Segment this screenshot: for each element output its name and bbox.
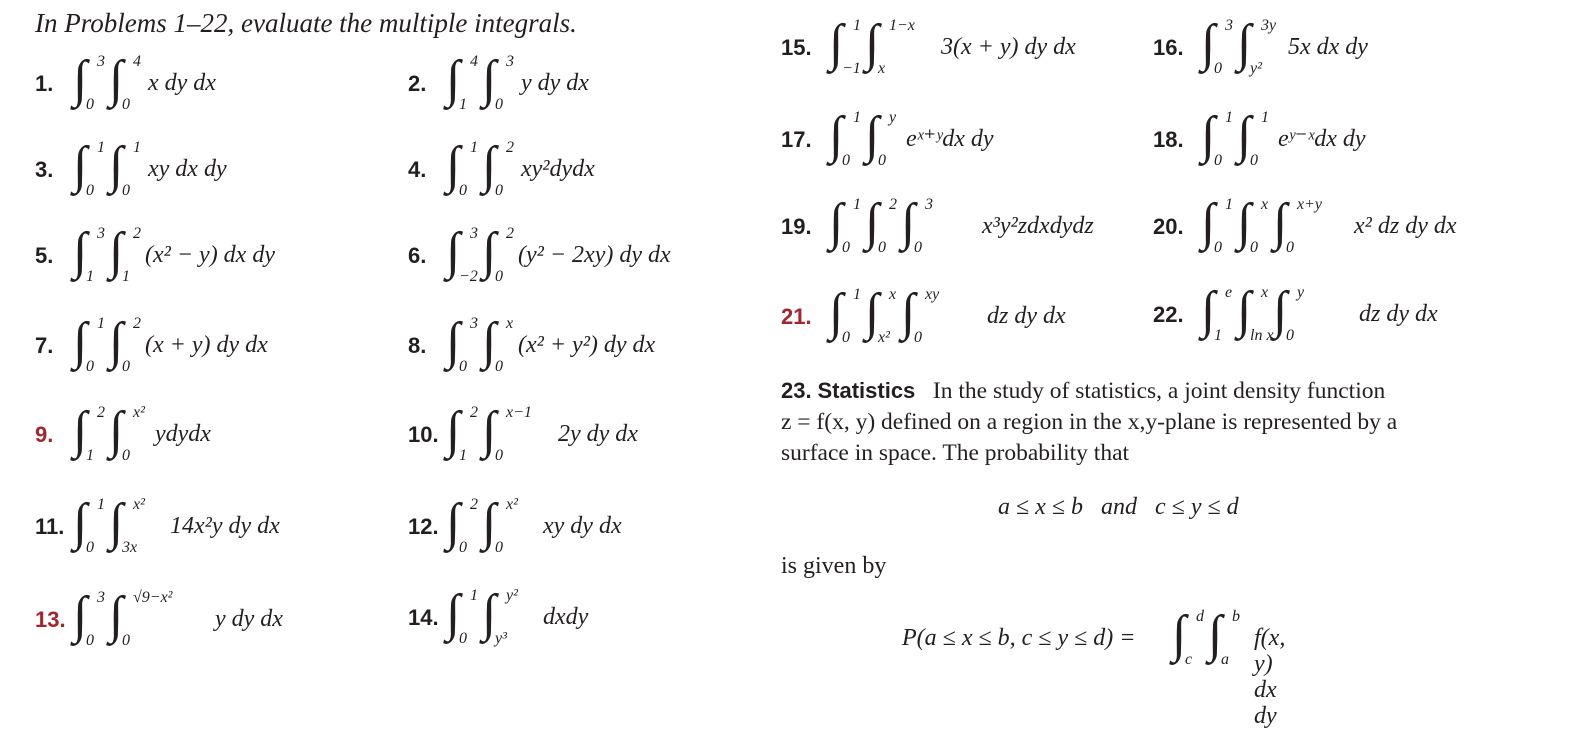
integral-sign-icon: ∫ (1201, 282, 1216, 339)
lower-limit: 1 (86, 447, 94, 464)
integral-sign-icon: ∫ (73, 402, 88, 459)
integral-sign (480, 494, 520, 557)
integral-sign (71, 587, 111, 650)
integral-sign-icon: ∫ (482, 137, 497, 194)
integral-sign (71, 313, 111, 376)
problem-number: 15. (781, 35, 812, 60)
upper-limit: 1 (133, 139, 141, 156)
integral-sign (899, 284, 940, 347)
integral-sign (1271, 194, 1322, 257)
integral-sign-icon: ∫ (73, 51, 88, 108)
integrand: y dy dx (215, 606, 283, 632)
integral-sign (827, 194, 867, 257)
lower-limit: 0 (495, 539, 503, 556)
upper-limit: 1 (1261, 109, 1269, 126)
integral-sign-icon: ∫ (829, 15, 844, 72)
upper-limit: x (1261, 196, 1269, 213)
integral-sign-icon: ∫ (865, 194, 880, 251)
integral-sign-icon: ∫ (73, 313, 88, 370)
integral-sign (863, 107, 903, 170)
upper-limit: 2 (889, 196, 897, 213)
integral-sign (863, 15, 915, 78)
problem-23-line-3: surface in space. The probability that (781, 440, 1130, 466)
integral-sign (1199, 107, 1239, 170)
upper-limit: 3 (925, 196, 933, 213)
integral-sign (107, 223, 147, 286)
upper-limit: y (889, 109, 897, 126)
problem-number: 7. (35, 333, 54, 358)
upper-limit: 3 (470, 225, 478, 242)
upper-limit: xy (925, 286, 940, 303)
upper-limit: 1 (853, 196, 861, 213)
upper-limit: 1 (97, 496, 105, 513)
integral-sign (827, 107, 867, 170)
problem-number: 9. (35, 422, 54, 447)
upper-limit: 2 (133, 225, 141, 242)
formula-lhs: P(a ≤ x ≤ b, c ≤ y ≤ d) = (902, 625, 1136, 651)
upper-limit: x² (506, 496, 518, 513)
lower-limit: 0 (1214, 239, 1222, 256)
upper-limit: 3 (506, 53, 514, 70)
integral-sign (1199, 282, 1239, 345)
integral-sign (1199, 194, 1239, 257)
integrand: 2y dy dx (558, 421, 638, 447)
lower-limit: 0 (459, 630, 467, 647)
upper-limit: y² (506, 587, 518, 604)
upper-limit: x+y (1297, 196, 1322, 213)
integral-sign-icon: ∫ (73, 494, 88, 551)
integral-sign (444, 51, 484, 114)
upper-limit: 1 (97, 315, 105, 332)
integral-sign-icon: ∫ (109, 587, 124, 644)
integral-sign-icon: ∫ (482, 585, 497, 642)
upper-limit: 1 (1225, 196, 1233, 213)
upper-limit: 2 (470, 496, 478, 513)
probability-formula (902, 603, 1422, 729)
integral-sign-icon: ∫ (901, 284, 916, 341)
lower-limit: 1 (86, 268, 94, 285)
lower-limit: 0 (495, 447, 503, 464)
problem-number: 21. (781, 304, 812, 329)
problem-number: 16. (1153, 35, 1184, 60)
formula-upper-limit-b: b (1232, 608, 1240, 625)
integral-sign-icon: ∫ (482, 223, 497, 280)
integral-sign (71, 137, 111, 200)
lower-limit: 0 (878, 152, 886, 169)
integral-sign-icon: ∫ (1237, 282, 1252, 339)
integral-sign (107, 51, 147, 114)
lower-limit: 0 (459, 182, 467, 199)
lower-limit: 1 (1214, 327, 1222, 344)
integrand: eˣ⁺ʸdx dy (906, 126, 994, 152)
integral-sign (444, 402, 484, 465)
upper-limit: 3 (97, 589, 105, 606)
problem-number: 5. (35, 243, 54, 268)
integrand: eʸ⁻ˣdx dy (1278, 126, 1366, 152)
integral-sign (899, 194, 939, 257)
upper-limit: 1 (853, 17, 861, 34)
problem-23-number: 23. (781, 378, 812, 403)
lower-limit: 0 (459, 539, 467, 556)
lower-limit: x² (878, 329, 890, 346)
lower-limit: 0 (122, 96, 130, 113)
integral-sign-icon: ∫ (446, 51, 461, 108)
formula-lower-limit-a: a (1221, 651, 1229, 668)
integral-sign-icon: ∫ (865, 107, 880, 164)
integral-sign-icon: ∫ (446, 137, 461, 194)
integral-sign-icon: ∫ (482, 494, 497, 551)
lower-limit: 0 (86, 358, 94, 375)
integral-sign-icon: ∫ (829, 284, 844, 341)
lower-limit: 3x (122, 539, 138, 556)
lower-limit: 0 (842, 329, 850, 346)
integral-sign (71, 494, 111, 557)
integral-sign-icon: ∫ (109, 223, 124, 280)
problem-number: 10. (408, 422, 439, 447)
integral-sign-icon: ∫ (446, 494, 461, 551)
problem-number: 11. (35, 514, 65, 539)
lower-limit: −2 (459, 268, 478, 285)
integral-sign-icon: ∫ (1237, 107, 1252, 164)
lower-limit: 0 (86, 632, 94, 649)
upper-limit: 1 (853, 286, 861, 303)
integral-sign-icon: ∫ (901, 194, 916, 251)
integral-sign (480, 585, 520, 648)
upper-limit: 2 (97, 404, 105, 421)
upper-limit: 3 (1225, 17, 1233, 34)
lower-limit: 1 (459, 96, 467, 113)
problem-number: 18. (1153, 127, 1184, 152)
lower-limit: 0 (1286, 239, 1294, 256)
integral-sign (1199, 15, 1239, 78)
lower-limit: x (878, 60, 886, 77)
problem-number: 19. (781, 214, 812, 239)
integral-sign-icon: ∫ (1237, 194, 1252, 251)
integral-sign (1235, 107, 1275, 170)
upper-limit: 3y (1261, 17, 1277, 34)
formula-lower-limit-c: c (1185, 651, 1193, 668)
upper-limit: √9−x² (133, 589, 173, 606)
lower-limit: 1 (459, 447, 467, 464)
formula-integrand: f(x, y) dx dy (1254, 625, 1286, 729)
integrand: (y² − 2xy) dy dx (518, 242, 671, 268)
integral-sign-icon: ∫ (109, 402, 124, 459)
lower-limit: 0 (122, 182, 130, 199)
integral-sign-icon: ∫ (482, 313, 497, 370)
upper-limit: 3 (470, 315, 478, 332)
problem-number: 12. (408, 514, 439, 539)
integral-sign-icon: ∫ (1273, 194, 1288, 251)
integral-sign (107, 313, 147, 376)
upper-limit: x² (133, 496, 145, 513)
lower-limit: 0 (1250, 239, 1258, 256)
integrand: 3(x + y) dy dx (941, 34, 1076, 60)
integral-sign-icon: ∫ (73, 223, 88, 280)
integral-sign (480, 223, 520, 286)
upper-limit: 1−x (889, 17, 915, 34)
integral-sign (444, 313, 484, 376)
integral-sign-icon: ∫ (109, 313, 124, 370)
problem-number: 8. (408, 333, 427, 358)
integral-sign (71, 51, 111, 114)
integral-sign-icon: ∫ (446, 313, 461, 370)
integral-sign (444, 223, 484, 286)
integral-sign-icon: ∫ (482, 51, 497, 108)
integral-sign (827, 15, 867, 78)
lower-limit: 0 (1214, 60, 1222, 77)
integrand: dz dy dx (987, 303, 1066, 329)
integrand: xy dy dx (543, 513, 622, 539)
integral-sign-icon: ∫ (1237, 15, 1252, 72)
integral-sign-inner (1206, 606, 1246, 669)
integrand: xy²dydx (521, 156, 595, 182)
integral-sign (863, 284, 903, 347)
integral-sign (107, 137, 147, 200)
lower-limit: 0 (495, 268, 503, 285)
integral-sign (444, 585, 484, 648)
lower-limit: 0 (842, 152, 850, 169)
integrand: x dy dx (148, 70, 216, 96)
upper-limit: 2 (506, 139, 514, 156)
integral-sign (480, 51, 520, 114)
lower-limit: 0 (1286, 327, 1294, 344)
upper-limit: x² (133, 404, 145, 421)
integral-sign (480, 137, 520, 200)
integrand: (x² + y²) dy dx (518, 332, 656, 358)
integral-sign (71, 402, 111, 465)
integral-sign (444, 494, 484, 557)
upper-limit: x−1 (506, 404, 532, 421)
problem-number: 2. (408, 71, 427, 96)
integrand: (x + y) dy dx (145, 332, 268, 358)
upper-limit: 2 (470, 404, 478, 421)
lower-limit: 0 (86, 182, 94, 199)
upper-limit: 1 (470, 139, 478, 156)
problems-heading: In Problems 1–22, evaluate the multiple integrals. (35, 8, 577, 38)
lower-limit: 0 (914, 329, 922, 346)
integral-sign-icon: ∫ (1273, 282, 1288, 339)
integrand: x³y²zdxdydz (982, 213, 1094, 239)
integral-sign (107, 494, 147, 557)
problem-number: 14. (408, 605, 439, 630)
lower-limit: 0 (122, 632, 130, 649)
integral-sign-icon: ∫ (1172, 606, 1187, 663)
upper-limit: 1 (97, 139, 105, 156)
integral-sign-icon: ∫ (829, 194, 844, 251)
upper-limit: 1 (1225, 109, 1233, 126)
integral-sign (107, 587, 173, 650)
problem-number: 20. (1153, 214, 1184, 239)
probability-condition: a ≤ x ≤ b and c ≤ y ≤ d (998, 494, 1239, 520)
integral-sign-icon: ∫ (1208, 606, 1223, 663)
upper-limit: x (506, 315, 514, 332)
lower-limit: 0 (86, 539, 94, 556)
problem-number: 4. (408, 157, 427, 182)
upper-limit: x (889, 286, 897, 303)
lower-limit: ln x (1250, 327, 1274, 344)
upper-limit: 4 (133, 53, 141, 70)
problem-23-line-2: z = f(x, y) defined on a region in the x,y-plane is represented by a (781, 409, 1398, 435)
integral-sign (71, 223, 111, 286)
integral-sign (1235, 194, 1275, 257)
upper-limit: x (1261, 284, 1269, 301)
integrand: dz dy dx (1359, 301, 1438, 327)
integral-sign (1271, 282, 1311, 345)
integral-sign-icon: ∫ (1201, 107, 1216, 164)
problem-23-line-1 (781, 375, 1397, 407)
upper-limit: 1 (470, 587, 478, 604)
lower-limit: 0 (495, 358, 503, 375)
integrand: ydydx (155, 421, 211, 447)
problem-number: 1. (35, 71, 54, 96)
lower-limit: 0 (1250, 152, 1258, 169)
problem-23-text (781, 375, 1397, 469)
problem-number: 3. (35, 157, 54, 182)
integral-sign-icon: ∫ (829, 107, 844, 164)
integral-sign (827, 284, 867, 347)
integral-sign (1235, 15, 1277, 78)
lower-limit: 0 (122, 358, 130, 375)
integral-sign-icon: ∫ (482, 402, 497, 459)
integrand: x² dz dy dx (1354, 213, 1457, 239)
integral-sign-icon: ∫ (865, 284, 880, 341)
integral-sign-icon: ∫ (73, 137, 88, 194)
lower-limit: 0 (842, 239, 850, 256)
lower-limit: 0 (914, 239, 922, 256)
integral-sign (480, 402, 532, 465)
upper-limit: 2 (133, 315, 141, 332)
integral-sign-icon: ∫ (109, 137, 124, 194)
problem-number: 6. (408, 243, 427, 268)
problem-23-line-1-text: In the study of statistics, a joint density function (932, 378, 1386, 404)
upper-limit: y (1297, 284, 1305, 301)
upper-limit: 2 (506, 225, 514, 242)
problem-number: 22. (1153, 302, 1184, 327)
integral-sign-icon: ∫ (446, 402, 461, 459)
integral-sign (863, 194, 903, 257)
integral-sign-icon: ∫ (446, 223, 461, 280)
integral-sign-icon: ∫ (865, 15, 880, 72)
integral-sign-icon: ∫ (109, 51, 124, 108)
integral-sign-icon: ∫ (446, 585, 461, 642)
integral-sign-icon: ∫ (1201, 15, 1216, 72)
problem-number: 13. (35, 607, 66, 632)
upper-limit: 1 (853, 109, 861, 126)
integrand: 14x²y dy dx (170, 513, 280, 539)
lower-limit: 0 (1214, 152, 1222, 169)
integral-sign-icon: ∫ (73, 587, 88, 644)
lower-limit: 0 (86, 96, 94, 113)
integral-sign-icon: ∫ (1201, 194, 1216, 251)
integral-sign (107, 402, 147, 465)
given-by-text: is given by (781, 553, 887, 579)
lower-limit: 0 (459, 358, 467, 375)
integral-sign-outer (1170, 606, 1210, 669)
lower-limit: −1 (842, 60, 861, 77)
formula-upper-limit-d: d (1196, 608, 1204, 625)
integral-sign-icon: ∫ (109, 494, 124, 551)
upper-limit: 4 (470, 53, 478, 70)
integral-sign (444, 137, 484, 200)
upper-limit: e (1225, 284, 1233, 301)
integrand: 5x dx dy (1288, 34, 1368, 60)
integrand: dxdy (543, 604, 589, 630)
lower-limit: 0 (878, 239, 886, 256)
lower-limit: y² (1250, 60, 1262, 77)
integral-sign (480, 313, 520, 376)
lower-limit: 0 (495, 96, 503, 113)
integrand: xy dx dy (148, 156, 227, 182)
upper-limit: 3 (97, 225, 105, 242)
integrand: y dy dx (521, 70, 589, 96)
lower-limit: 0 (495, 182, 503, 199)
integral-sign (1235, 282, 1275, 345)
problem-23-title: Statistics (817, 378, 916, 403)
lower-limit: 0 (122, 447, 130, 464)
integrand: (x² − y) dx dy (145, 242, 275, 268)
problem-number: 17. (781, 127, 812, 152)
lower-limit: y³ (495, 630, 507, 647)
lower-limit: 1 (122, 268, 130, 285)
upper-limit: 3 (97, 53, 105, 70)
